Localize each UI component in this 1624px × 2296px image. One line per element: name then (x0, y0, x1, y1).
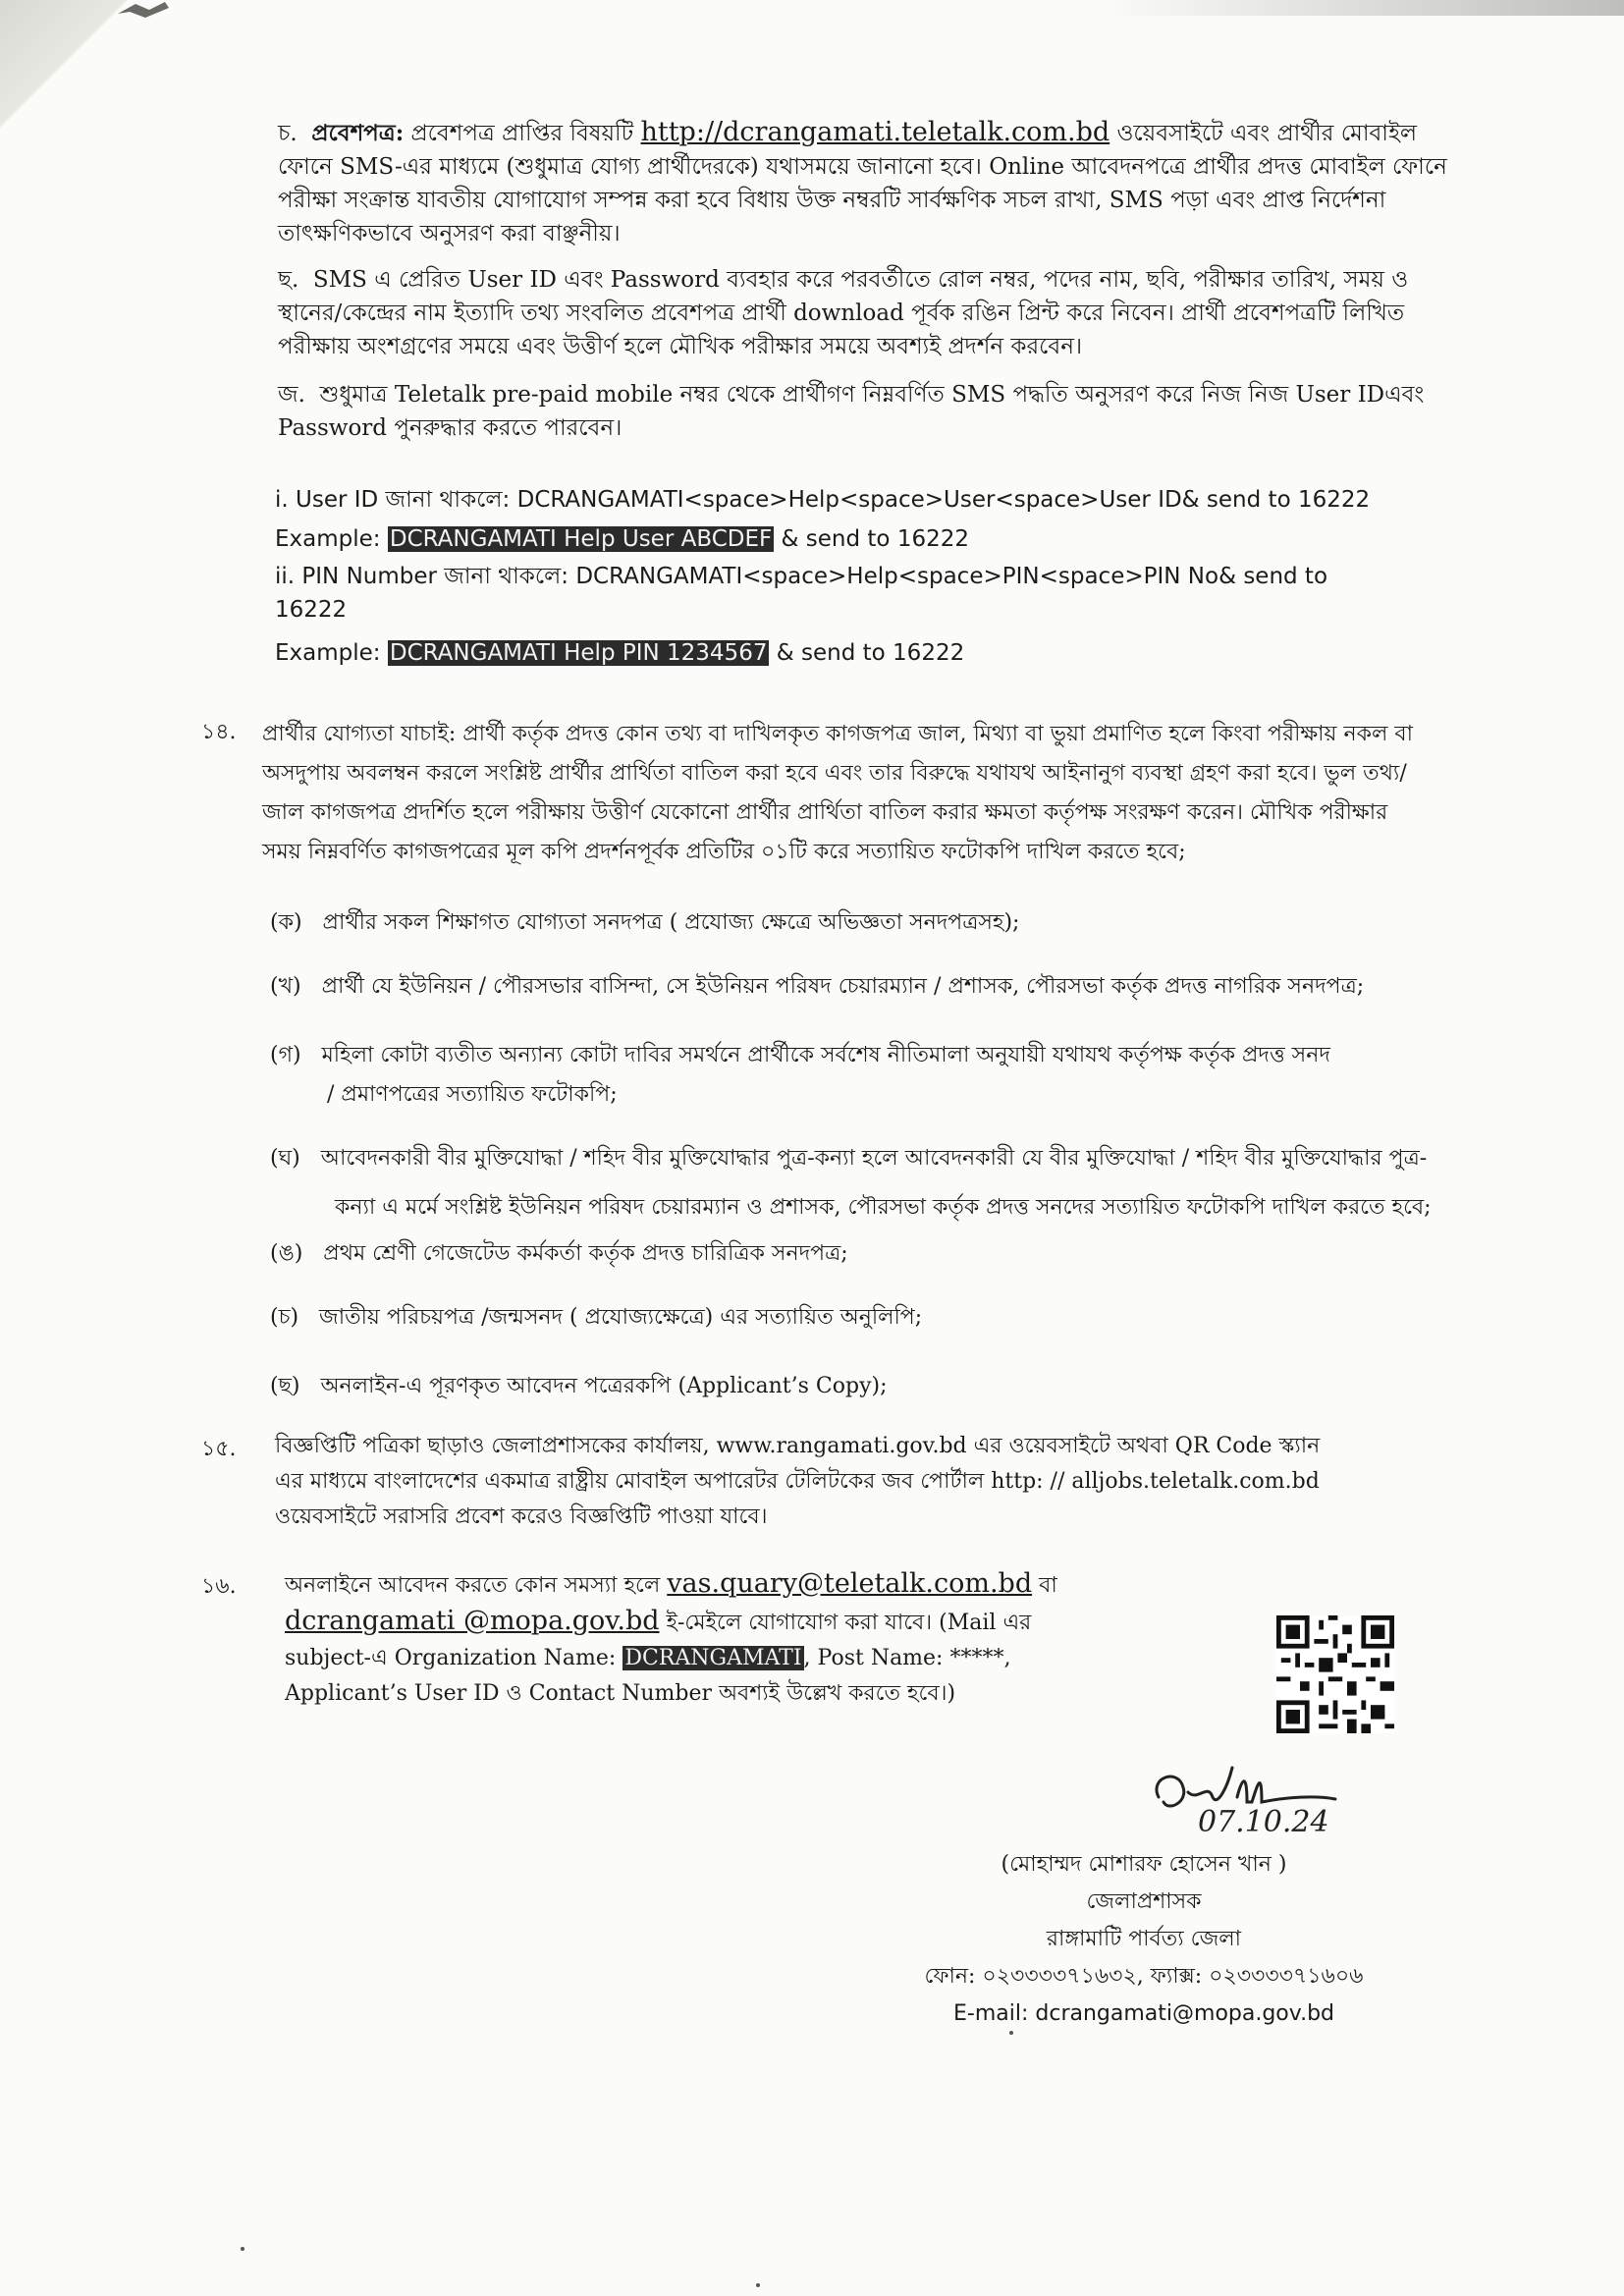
item-jo: জ. শুধুমাত্র Teletalk pre-paid mobile নম্বর থেকে প্রার্থীগণ নিম্নবর্ণিত SMS পদ্ধতি অনুসরণ করে নিজ নিজ User IDএবং Password পুনরুদ্ধার করতে পারবেন। (278, 382, 1425, 441)
folded-corner (0, 0, 167, 147)
signature-date: 07.10.24 (1198, 1805, 1329, 1836)
item-marker: জ. (278, 382, 305, 408)
signature-image (1139, 1758, 1394, 1836)
section-number: ১৬. (201, 1574, 237, 1599)
signature-block (849, 1846, 1438, 2033)
list-item: (ঙ) প্রথম শ্রেণী গেজেটেড কর্মকর্তা কর্তৃক প্রদত্ত চারিত্রিক সনদপত্র; (270, 1241, 848, 1266)
section-number: ১৫. (201, 1437, 237, 1461)
section-14-body: প্রার্থীর যোগ্যতা যাচাই: প্রার্থী কর্তৃক প্রদত্ত কোন তথ্য বা দাখিলকৃত কাগজপত্র জাল, মিথ্যা বা ভুয়া প্রমাণিত হলে কিংবা পরীক্ষায় নকল বা অসদুপায় অবলম্বন করলে সংশ্লিষ্ট প্রার্থীর প্রার্থিতা বাতিল করা হবে এবং তার বিরুদ্ধে যথাযথ আইনানুগ ব্যবস্থা গ্রহণ করা হবে। ভুল তথ্য/ জাল কাগজপত্র প্রদর্শিত হলে পরীক্ষায় উত্তীর্ণ যেকোনো প্রার্থীর প্রার্থিতা বাতিল করার ক্ষমতা কর্তৃপক্ষ সংরক্ষণ করেন। মৌখিক পরীক্ষার সময় নিম্নবর্ণিত কাগজপত্রের মূল কপি প্রদর্শনপূর্বক প্রতিটির ০১টি করে সত্যায়িত ফটোকপি দাখিল করতে হবে; (262, 722, 1414, 864)
signatory-designation: জেলাপ্রশাসক (1086, 1889, 1202, 1914)
list-item: (চ) জাতীয় পরিচয়পত্র /জন্মসনদ ( প্রযোজ্যক্ষেত্রে) এর সত্যায়িত অনুলিপি; (270, 1305, 923, 1330)
scan-dot (241, 2247, 244, 2251)
signatory-name: (মোহাম্মদ মোশারফ হোসেন খান ) (1001, 1852, 1287, 1877)
signatory-phone: ফোন: ০২৩৩৩৩৭১৬৩২, ফ্যাক্স: ০২৩৩৩৩৭১৬০৬ (924, 1964, 1364, 1989)
item-chh: ছ. SMS এ প্রেরিত User ID এবং Password ব্যবহার করে পরবর্তীতে রোল নম্বর, পদের নাম, ছবি, পরীক্ষার তারিখ, সময় ও স্থানের/কেন্দ্রের নাম ইত্যাদি তথ্য সংবলিত প্রবেশপত্র প্রার্থী download পূর্বক রঙিন প্রিন্ট করে নিবেন। প্রার্থী প্রবেশপত্রটি লিখিত পরীক্ষায় অংশগ্রণের সময়ে এবং উত্তীর্ণ হলে মৌখিক পরীক্ষার সময়ে অবশ্যই প্রদর্শন করবেন। (278, 267, 1409, 359)
scan-edge (1100, 0, 1624, 16)
signatory-district: রাঙ্গামাটি পার্বত্য জেলা (1046, 1927, 1242, 1951)
signatory-email: E-mail: dcrangamati@mopa.gov.bd (953, 2001, 1334, 2026)
list-item: (ছ) অনলাইন-এ পূরণকৃত আবেদন পত্রেরকপি (Applicant’s Copy); (270, 1374, 888, 1398)
email-link[interactable]: vas.quary@teletalk.com.bd (667, 1568, 1033, 1599)
section-16-body: অনলাইনে আবেদন করতে কোন সমস্যা হলে vas.quary@teletalk.com.bd বা dcrangamati @mopa.gov.bd ই-মেইলে যোগাযোগ করা যাবে। (Mail এর subject-এ Organization Name: DCRANGAMATI, Post Name: *****, Applicant’s User ID ও Contact Number অবশ্যই উল্লেখ করতে হবে।) (285, 1568, 1057, 1706)
scan-dot (756, 2283, 760, 2287)
qr-code-icon (1276, 1615, 1394, 1733)
scan-dot (1009, 2031, 1013, 2035)
admit-card-url-link[interactable]: http://dcrangamati.teletalk.com.bd (640, 117, 1110, 147)
list-item: (ঘ) আবেদনকারী বীর মুক্তিযোদ্ধা / শহিদ বীর মুক্তিযোদ্ধার পুত্র-কন্যা হলে আবেদনকারী যে বীর মুক্তিযোদ্ধা / শহিদ বীর মুক্তিযোদ্ধার পুত্র- কন্যা এ মর্মে সংশ্লিষ্ট ইউনিয়ন পরিষদ চেয়ারম্যান ও প্রশাসক, পৌরসভা কর্তৃক প্রদত্ত সনদের সত্যায়িত ফটোকপি দাখিল করতে হবে; (270, 1146, 1432, 1220)
item-marker: ছ. (278, 267, 299, 293)
list-item: (গ) মহিলা কোটা ব্যতীত অন্যান্য কোটা দাবির সমর্থনে প্রার্থীকে সর্বশেষ নীতিমালা অনুযায়ী যথাযথ কর্তৃপক্ষ কর্তৃক প্রদত্ত সনদ / প্রমাণপত্রের সত্যায়িত ফটোকপি; (270, 1043, 1330, 1107)
section-15-body: বিজ্ঞপ্তিটি পত্রিকা ছাড়াও জেলাপ্রশাসকের কার্যালয়, www.rangamati.gov.bd এর ওয়েবসাইটে অথবা QR Code স্ক্যান এর মাধ্যমে বাংলাদেশের একমাত্র রাষ্ট্রীয় মোবাইল অপারেটর টেলিটকের জব পোর্টাল http: // alljobs.teletalk.com.bd ওয়েবসাইটে সরাসরি প্রবেশ করেও বিজ্ঞপ্তিটি পাওয়া যাবে। (275, 1434, 1321, 1529)
section-number: ১৪. (201, 720, 237, 744)
org-name-highlight: DCRANGAMATI (624, 1646, 802, 1670)
list-item: (ক) প্রার্থীর সকল শিক্ষাগত যোগ্যতা সনদপত্র ( প্রযোজ্য ক্ষেত্রে অভিজ্ঞতা সনদপত্রসহ); (270, 910, 1020, 935)
sms-user-id: i. User ID জানা থাকলে: DCRANGAMATI<space>Help<space>User<space>User ID& send to 16222 Example: DCRANGAMATI Help User ABCDEF & send to 16222 (275, 487, 1371, 552)
item-marker: চ. (278, 121, 298, 146)
email-link[interactable]: dcrangamati @mopa.gov.bd (285, 1606, 660, 1636)
item-ch: চ. প্রবেশপত্র: প্রবেশপত্র প্রাপ্তির বিষয়টি http://dcrangamati.teletalk.com.bd ওয়েবসাইটে এবং প্রার্থীর মোবাইল ফোনে SMS-এর মাধ্যমে (শুধুমাত্র যোগ্য প্রার্থীদেরকে) যথাসময়ে জানানো হবে। Online আবেদনপত্রে প্রার্থীর প্রদত্ত মোবাইল ফোনে পরীক্ষা সংক্রান্ত যাবতীয় যোগাযোগ সম্পন্ন করা হবে বিধায় উক্ত নম্বরটি সার্বক্ষণিক সচল রাখা, SMS পড়া এবং প্রাপ্ত নির্দেশনা তাৎক্ষণিকভাবে অনুসরণ করা বাঞ্ছনীয়। (278, 117, 1447, 246)
example-code: DCRANGAMATI Help PIN 1234567 (389, 640, 768, 666)
item-label: প্রবেশপত্র: (311, 120, 405, 146)
list-item: (খ) প্রার্থী যে ইউনিয়ন / পৌরসভার বাসিন্দা, সে ইউনিয়ন পরিষদ চেয়ারম্যান / প্রশাসক, পৌরসভা কর্তৃক প্রদত্ত নাগরিক সনদপত্র; (270, 974, 1365, 999)
stamp-smudge (116, 0, 171, 20)
example-code: DCRANGAMATI Help User ABCDEF (389, 526, 773, 552)
sms-pin: ii. PIN Number জানা থাকলে: DCRANGAMATI<space>Help<space>PIN<space>PIN No& send to 16222 Example: DCRANGAMATI Help PIN 1234567 & send to 16222 (275, 564, 1328, 666)
